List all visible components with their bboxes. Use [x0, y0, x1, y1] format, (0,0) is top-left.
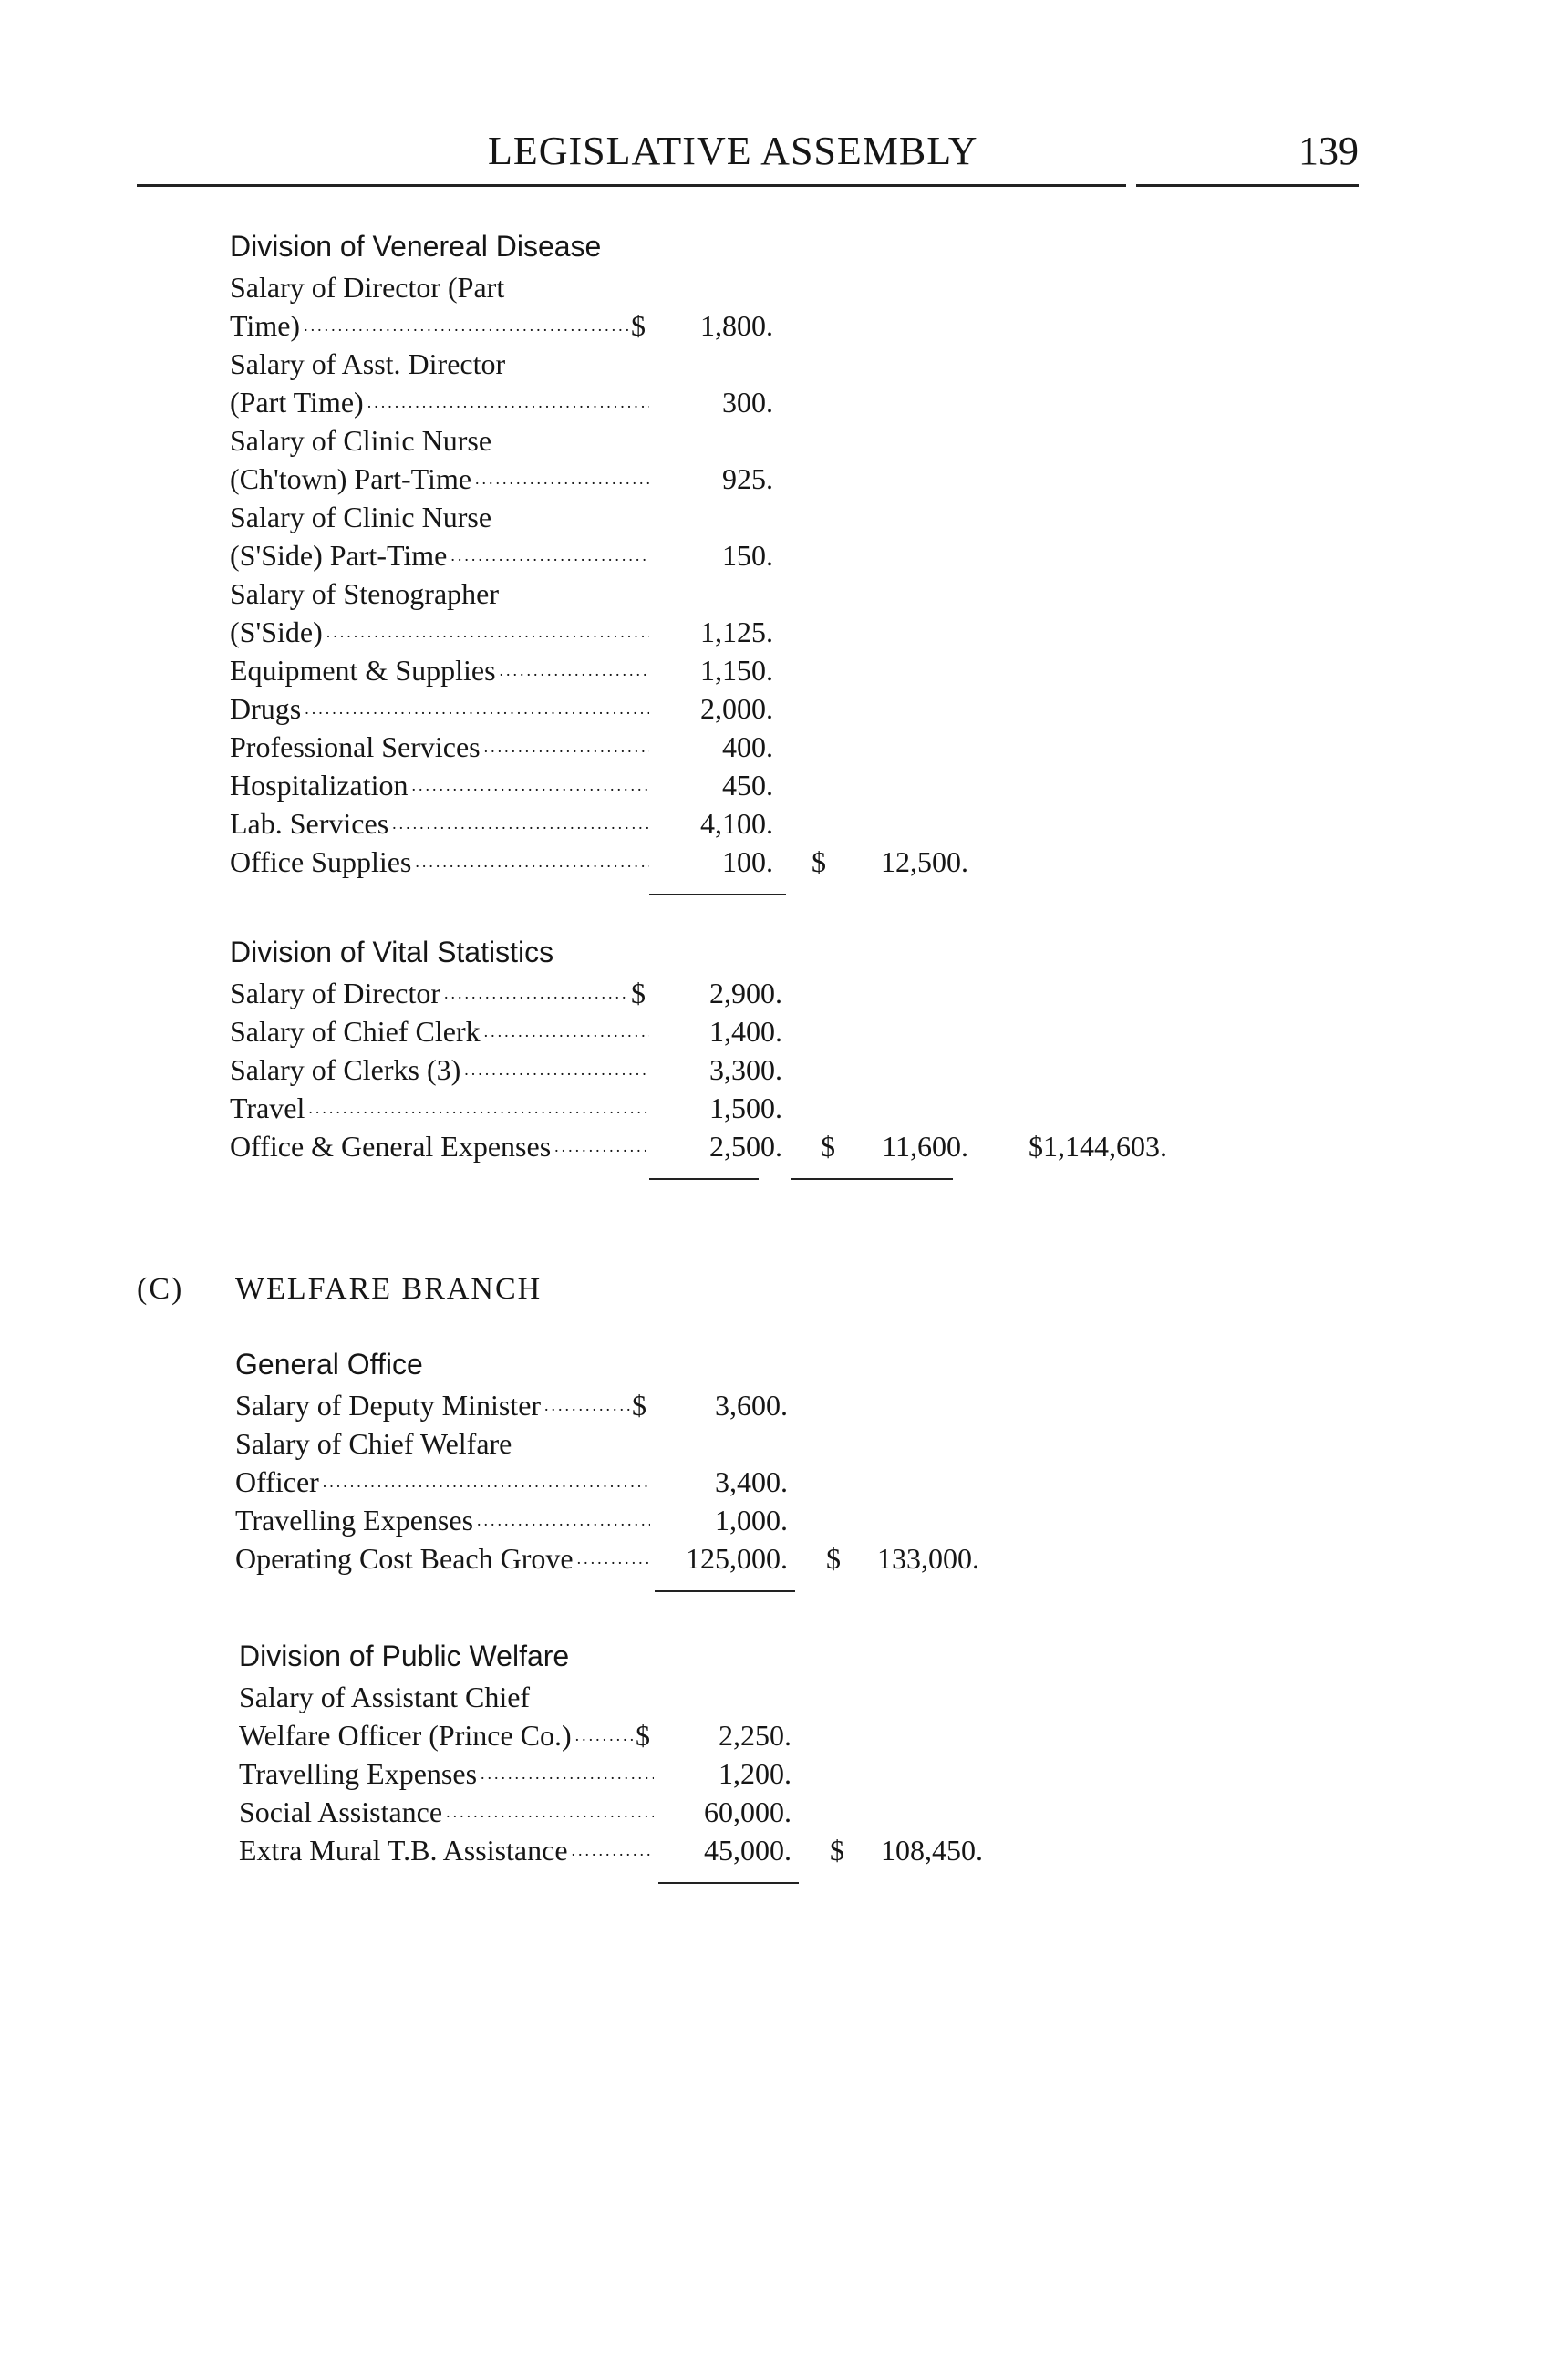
amount: 2,500.: [709, 1130, 782, 1163]
section-heading: Division of Vital Statistics: [230, 936, 554, 968]
line-item-label: Time): [230, 309, 301, 342]
line-item: [239, 1793, 1277, 1831]
dollar-sign: $: [631, 977, 646, 1009]
line-item: [230, 1127, 1277, 1165]
line-item-label: Travelling Expenses: [235, 1504, 474, 1537]
line-item: [230, 383, 1277, 421]
line-item: [239, 1678, 1277, 1716]
amount: 3,600.: [715, 1389, 788, 1422]
amount: 925.: [722, 462, 773, 495]
line-item: [230, 651, 1277, 689]
amount: 125,000.: [686, 1542, 788, 1575]
line-item-label: Equipment & Supplies: [230, 654, 496, 687]
line-item-label: Salary of Asst. Director: [230, 347, 506, 380]
line-item: [235, 1463, 1277, 1501]
line-item-label: Professional Services: [230, 730, 481, 763]
amount: 1,800.: [700, 309, 773, 342]
total-dollar-sign: $: [830, 1834, 844, 1867]
subtotal-rule: [655, 1590, 795, 1592]
line-item: [230, 728, 1277, 766]
line-item-label: Lab. Services: [230, 807, 389, 840]
amount: 1,200.: [719, 1757, 791, 1790]
total-rule: [791, 1178, 953, 1180]
line-item-label: Hospitalization: [230, 769, 409, 802]
line-item: [230, 804, 1277, 843]
total-dollar-sign: $: [821, 1130, 835, 1163]
line-item: [230, 460, 1277, 498]
line-item-label: Salary of Clerks (3): [230, 1053, 461, 1086]
line-item: [239, 1754, 1277, 1793]
line-item-label: (Ch'town) Part-Time: [230, 462, 472, 495]
amount: 2,900.: [709, 977, 782, 1009]
amount: 1,000.: [715, 1504, 788, 1537]
amount: 1,400.: [709, 1015, 782, 1048]
section-total: 133,000.: [877, 1542, 979, 1575]
amount: 100.: [722, 845, 773, 878]
line-item-label: Travel: [230, 1092, 305, 1124]
amount: 450.: [722, 769, 773, 802]
amount: 4,100.: [700, 807, 773, 840]
line-item: [235, 1539, 1277, 1578]
line-item-label: (Part Time): [230, 386, 364, 419]
line-item-label: Officer: [235, 1465, 319, 1498]
line-item: [239, 1716, 1277, 1754]
amount: 60,000.: [704, 1795, 791, 1828]
page-header: [137, 128, 1359, 182]
section-total: 11,600.: [882, 1130, 968, 1163]
line-item-label: Salary of Chief Clerk: [230, 1015, 481, 1048]
line-item: [230, 498, 1277, 536]
subtotal-rule: [658, 1882, 799, 1884]
amount: 1,150.: [700, 654, 773, 687]
amount: 150.: [722, 539, 773, 572]
branch-title: WELFARE BRANCH: [235, 1272, 543, 1306]
line-item: [230, 766, 1277, 804]
amount: 1,125.: [700, 616, 773, 648]
amount: 400.: [722, 730, 773, 763]
line-item: [230, 536, 1277, 574]
line-item-label: Office Supplies: [230, 845, 412, 878]
line-item-label: Social Assistance: [239, 1795, 443, 1828]
line-item: [230, 843, 1277, 881]
section-total: 12,500.: [881, 845, 968, 878]
line-item: [230, 345, 1277, 383]
line-item: [230, 974, 1277, 1012]
header-rule: [137, 184, 1126, 187]
line-item-label: Extra Mural T.B. Assistance: [239, 1834, 568, 1867]
line-item-label: Welfare Officer (Prince Co.): [239, 1719, 572, 1752]
amount: 2,250.: [719, 1719, 791, 1752]
line-item: [235, 1386, 1277, 1424]
line-item-label: Salary of Stenographer: [230, 577, 500, 610]
line-item: [230, 613, 1277, 651]
section-total: 108,450.: [881, 1834, 983, 1867]
line-item: [230, 268, 1277, 306]
line-item-label: Salary of Director (Part: [230, 271, 505, 304]
line-item-label: (S'Side): [230, 616, 323, 648]
amount: 3,300.: [709, 1053, 782, 1086]
amount: 45,000.: [704, 1834, 791, 1867]
line-item-label: Office & General Expenses: [230, 1130, 552, 1163]
subtotal-rule: [649, 1178, 759, 1180]
line-item-label: Salary of Deputy Minister: [235, 1389, 542, 1422]
line-item-label: Salary of Assistant Chief: [239, 1681, 531, 1713]
header-rule-right: [1136, 184, 1359, 187]
line-item: [230, 306, 1277, 345]
total-dollar-sign: $: [826, 1542, 841, 1575]
line-item-label: Salary of Director: [230, 977, 441, 1009]
amount: 1,500.: [709, 1092, 782, 1124]
dollar-sign: $: [636, 1719, 650, 1752]
subtotal-rule: [649, 894, 786, 895]
line-item-label: Salary of Chief Welfare: [235, 1427, 512, 1460]
line-item: [230, 574, 1277, 613]
line-item: [230, 1050, 1277, 1089]
line-item-label: Drugs: [230, 692, 302, 725]
branch-label: (C): [137, 1272, 184, 1306]
section-heading: Division of Public Welfare: [239, 1640, 570, 1672]
section-heading: Division of Venereal Disease: [230, 230, 602, 263]
line-item: [230, 1012, 1277, 1050]
section-heading: General Office: [235, 1348, 423, 1381]
line-item-label: Salary of Clinic Nurse: [230, 424, 492, 457]
line-item: [235, 1424, 1277, 1463]
line-item: [230, 1089, 1277, 1127]
grand-total: $1,144,603.: [1029, 1130, 1167, 1163]
amount: 2,000.: [700, 692, 773, 725]
line-item-label: Travelling Expenses: [239, 1757, 478, 1790]
line-item: [239, 1831, 1277, 1869]
line-item-label: Operating Cost Beach Grove: [235, 1542, 574, 1575]
line-item: [235, 1501, 1277, 1539]
line-item: [230, 689, 1277, 728]
line-item-label: Salary of Clinic Nurse: [230, 501, 492, 533]
dollar-sign: $: [632, 1389, 646, 1422]
amount: 300.: [722, 386, 773, 419]
line-item: [230, 421, 1277, 460]
dollar-sign: $: [631, 309, 646, 342]
amount: 3,400.: [715, 1465, 788, 1498]
page-number: 139: [1298, 129, 1359, 173]
page-title: LEGISLATIVE ASSEMBLY: [488, 129, 978, 173]
total-dollar-sign: $: [812, 845, 826, 878]
line-item-label: (S'Side) Part-Time: [230, 539, 448, 572]
